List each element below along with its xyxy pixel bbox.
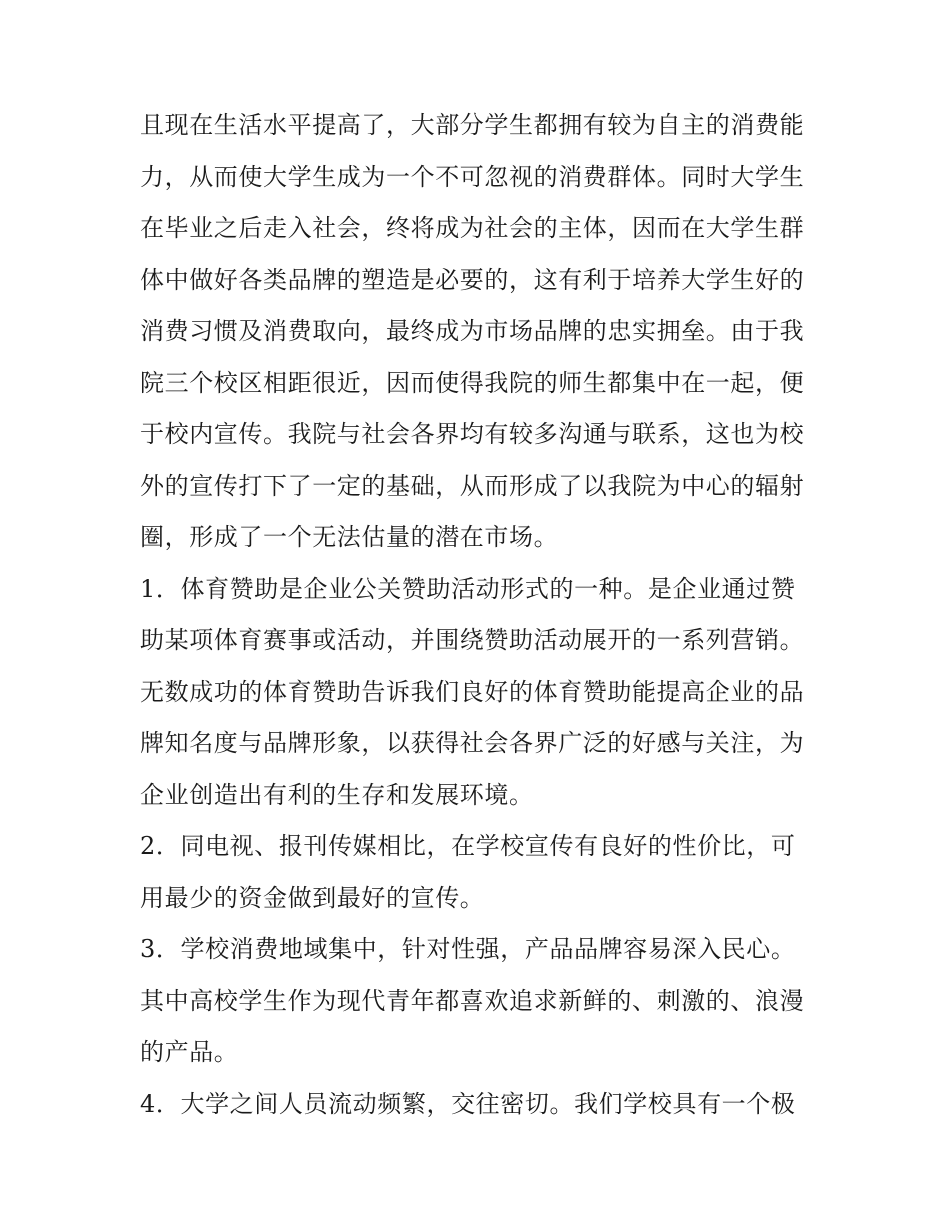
- text-line: 消费习惯及消费取向，最终成为市场品牌的忠实拥垒。由于我: [140, 317, 805, 345]
- text-line: 外的宣传打下了一定的基础，从而形成了以我院为中心的辐射: [140, 471, 805, 500]
- list-item-2-line: 2．同电视、报刊传媒相比，在学校宣传有良好的性价比，可: [140, 832, 796, 860]
- text-line: 圈，形成了一个无法估量的潜在市场。: [140, 523, 559, 551]
- text-line: 用最少的资金做到最好的宣传。: [140, 883, 485, 912]
- list-item-1-line: 1．体育赞助是企业公关赞助活动形式的一种。是企业通过赞: [140, 574, 796, 603]
- text-line: 牌知名度与品牌形象，以获得社会各界广泛的好感与关注，为: [140, 729, 805, 757]
- text-line: 力，从而使大学生成为一个不可忽视的消费群体。同时大学生: [140, 162, 805, 191]
- body-text: [140, 100, 820, 1130]
- text-line: 其中高校学生作为现代青年都喜欢追求新鲜的、刺激的、浪漫: [140, 986, 805, 1015]
- text-line: 体中做好各类品牌的塑造是必要的，这有利于培养大学生好的: [140, 265, 805, 294]
- text-line: 于校内宣传。我院与社会各界均有较多沟通与联系，这也为校: [140, 420, 805, 448]
- text-line: 在毕业之后走入社会，终将成为社会的主体，因而在大学生群: [140, 214, 805, 242]
- text-line: 且现在生活水平提高了，大部分学生都拥有较为自主的消费能: [140, 111, 805, 139]
- text-line: 助某项体育赛事或活动，并围绕赞助活动展开的一系列营销。: [140, 626, 805, 654]
- text-line: 无数成功的体育赞助告诉我们良好的体育赞助能提高企业的品: [140, 677, 805, 706]
- text-line: 企业创造出有利的生存和发展环境。: [140, 780, 534, 809]
- text-line: 院三个校区相距很近，因而使得我院的师生都集中在一起，便: [140, 368, 805, 397]
- list-item-4-line: 4．大学之间人员流动频繁，交往密切。我们学校具有一个极: [140, 1089, 796, 1118]
- text-line: 的产品。: [140, 1038, 239, 1066]
- list-item-3-line: 3．学校消费地域集中，针对性强，产品品牌容易深入民心。: [140, 935, 796, 963]
